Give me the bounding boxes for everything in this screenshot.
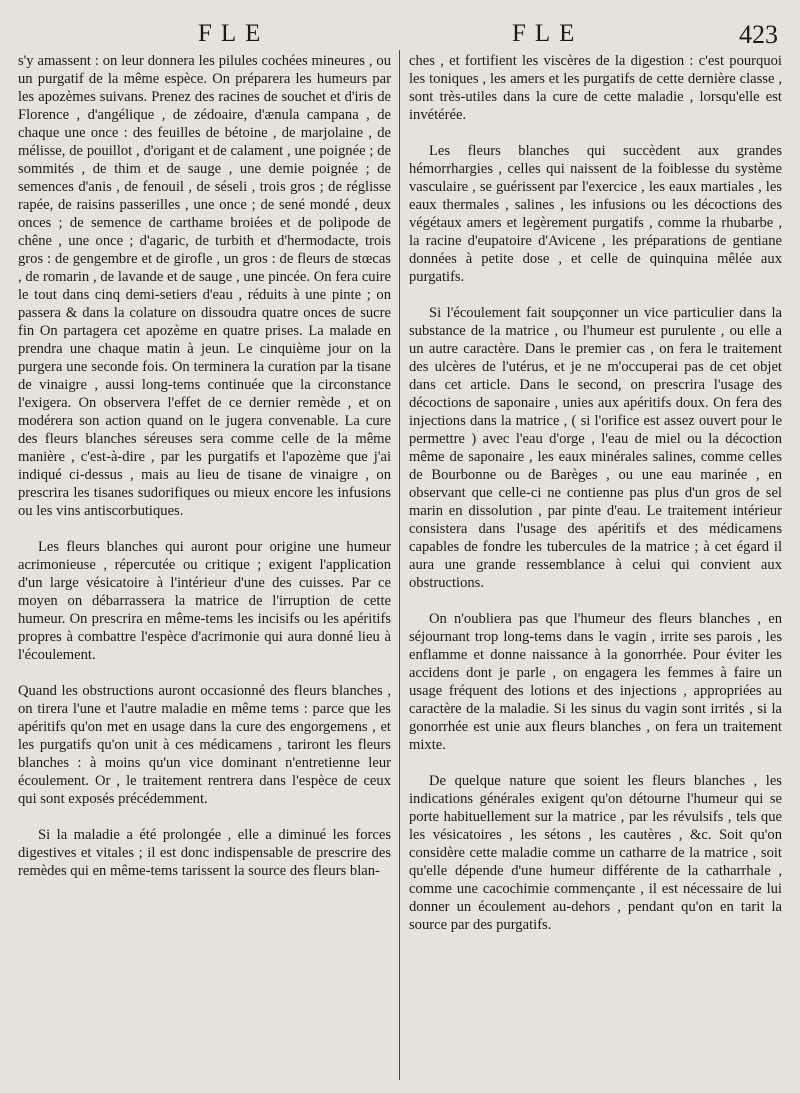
paragraph: On n'oubliera pas que l'humeur des fleurs blanches , en séjournant trop long-tems dans le vagin , irrite ses parois , les enflamme et donne naissance à la gonorrhée. Pour éviter les accidens dont je parle , on engagera les femmes à faire un usage fréquent des lotions et des injections , appropriées au caractère de la maladie. Si les sinus du vagin sont irrités , si la gonorrhée est unie aux fleurs blanches , on fera un traitement mixte. (409, 611, 782, 753)
paragraph: Les fleurs blanches qui succèdent aux grandes hémorrhargies , celles qui naissent de la foiblesse du système vasculaire , se guérissent par l'exercice , les eaux martiales , les eaux thermales , salines , les infusions ou les décoctions des végétaux amers et legèrement purgatifs , comme la rhubarbe , la racine d'eupatoire d'Avicene , les préparations de gentiane données à petite dose , et celle de quinquina mêlée aux purgatifs. (409, 143, 782, 285)
paragraph: De quelque nature que soient les fleurs blanches , les indications générales exigent qu'on détourne l'humeur qui se porte habituellement sur la matrice , par les révulsifs , tels que les vésicatoires , les sétons , les cautères , &c. Soit qu'on considère cette maladie comme un catharre de la matrice , soit qu'elle dépende d'une humeur différente de la catharrhale , comme une cacochimie commençante , il est nécessaire de lui donner un écoulement au-dehors , pendant qu'on en tarit la source par des purgatifs. (409, 773, 782, 933)
running-head-right: FLE (512, 20, 584, 47)
paragraph: Les fleurs blanches qui auront pour origine une humeur acrimonieuse , répercutée ou critique ; exigent l'application d'un large vésicatoire à l'intérieur d'une des cuisses. Par ce moyen on débarrassera la matrice de l'irruption de cette humeur. On prescrira en même-tems les incisifs ou les apéritifs propres à combattre l'espèce d'acrimonie qui aura donné lieu à l'écoulement. (18, 539, 391, 663)
page-number: 423 (739, 20, 778, 49)
right-column (409, 52, 782, 934)
paragraph: ches , et fortifient les viscères de la digestion : c'est pourquoi les toniques , les amers et les purgatifs de cette dernière classe , sont très-utiles dans la cure de cette maladie , lorsqu'elle est invétérée. (409, 53, 782, 123)
running-head-left: FLE (198, 20, 270, 47)
left-column (18, 52, 391, 880)
paragraph: Si l'écoulement fait soupçonner un vice particulier dans la substance de la matrice , ou l'humeur est purulente , ou elle a un autre caractère. Dans le premier cas , on fera le traitement des ulcères de l'utérus, et je ne m'occuperai pas de cet objet dans cet article. Dans le second, on prescrira l'usage des décoctions de saponaire , unies aux apéritifs doux. On fera des injections dans la matrice , ( si l'orifice est assez ouvert pour le permettre ) avec l'eau d'orge , l'eau de miel ou la décoction même de saponaire , les eaux minérales salines, comme celles de Bourbonne ou de Barèges , ou une eau marinée , en observant que celle-ci ne contienne pas plus d'un gros de sel marin en dissolution , par pinte d'eau. Le traitement intérieur consistera dans l'usage des apéritifs et des médicamens capables de fondre les tubercules de la matrice ; à cet égard il aura une grande ressemblance à celui qui convient aux obstructions. (409, 305, 782, 591)
column-divider (399, 50, 400, 1080)
paragraph: Quand les obstructions auront occasionné des fleurs blanches , on tirera l'une et l'autre maladie en même tems : parce que les apéritifs qu'on met en usage dans la cure des engorgemens , et les purgatifs qu'on unit à ces médicamens , tariront les fleurs blanches : à moins qu'un vice dominant n'entretienne leur écoulement. Or , le traitement rentrera dans l'espèce de ceux qui sont exposés précédemment. (18, 683, 391, 807)
paragraph: s'y amassent : on leur donnera les pilules cochées mineures , ou un purgatif de la même espèce. On préparera les humeurs par les apozèmes suivans. Prenez des racines de souchet et d'iris de Florence , d'angélique , de zédoaire, d'ænula campana , de chaque une once : des feuilles de bétoine , de marjolaine , de mélisse, de pouillot , d'origant et de calament , une poignée ; de sommités , de thim et de sauge , une demie poignée ; de semences d'anis , de fenouil , de séseli , trois gros ; de réglisse rapée, de raisins passerilles , une once ; de sené mondé , deux onces ; de semence de carthame broiées et de polipode de chêne , une once ; d'agaric, de turbith et d'hermodacte, trois gros : de gengembre et de girofle , un gros : de fleurs de stœcas , de romarin , de lavande et de sauge , une pincée. On fera cuire le tout dans cinq demi-setiers d'eau , réduits à une pinte ; on passera & dans la colature on dissoudra quatre onces de sucre fin On partagera cet apozème en quatre prises. La malade en prendra une chaque matin à jeun. Le cinquième jour on la purgera une seconde fois. On terminera la curation par la tisane de vinaigre , aussi long-tems continuée que la circonstance l'exigera. On observera l'effet de ce dernier remède , et on modérera son action quand on le jugera convenable. La cure des fleurs blanches séreuses sera comme celle de la même manière , c'est-à-dire , par les purgatifs et l'apozème que j'ai indiqué ci-dessus , mais au lieu de tisane de vinaigre , on prescrira les tisanes sudorifiques ou mieux encore les infusions ou les vins antiscorbutiques. (18, 53, 391, 519)
paragraph: Si la maladie a été prolongée , elle a diminué les forces digestives et vitales ; il est donc indispensable de prescrire des remèdes qui en même-tems tarissent la source des fleurs blan- (18, 827, 391, 879)
